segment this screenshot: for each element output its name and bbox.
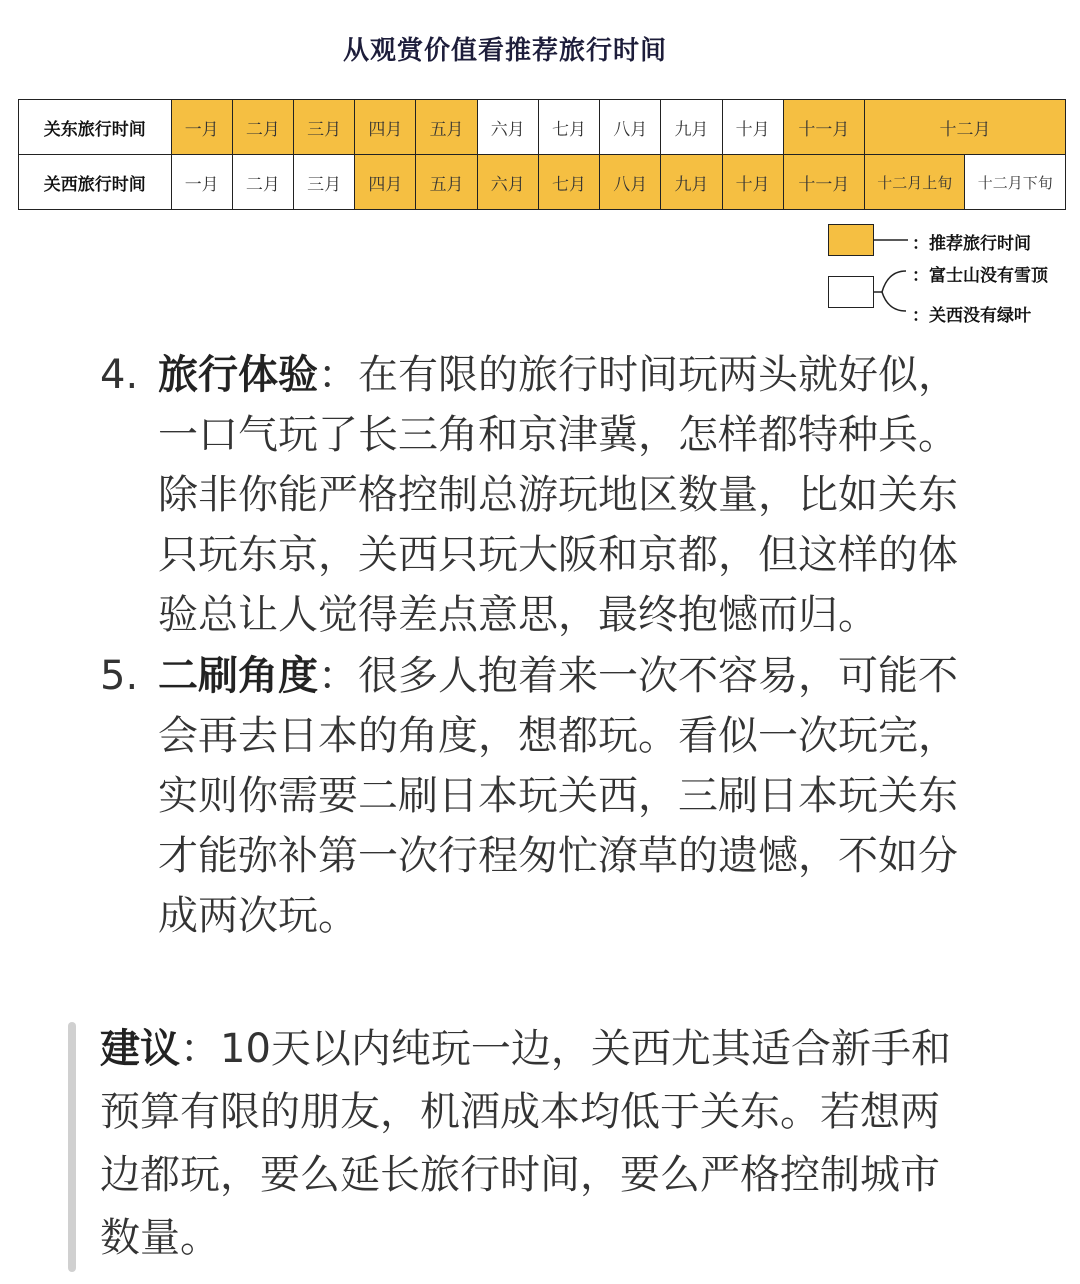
kanto-month-cell: 九月 [661,100,722,155]
kanto-month-cell: 六月 [477,100,538,155]
list-item-line: 除非你能严格控制总游玩地区数量，比如关东 [158,472,958,518]
kansai-month-cell: 九月 [661,155,722,210]
kansai-month-cell: 十月 [722,155,783,210]
list-item-line: 验总让人觉得差点意思，最终抱憾而归。 [158,592,878,638]
advice-line: 数量。 [100,1215,220,1261]
kansai-month-cell: 七月 [538,155,599,210]
kansai-month-cell: 十二月下旬 [965,155,1066,210]
list-item-heading: 二刷角度 [158,653,318,699]
advice-line: 预算有限的朋友，机酒成本均低于关东。若想两 [100,1089,940,1135]
kanto-month-cell: 十月 [722,100,783,155]
legend-recommended-label: 推荐旅行时间 [929,234,1031,254]
list-item-number: 4. [100,352,139,398]
travel-time-table [18,99,1066,210]
list-item-line: 一口气玩了长三角和京津冀，怎样都特种兵。 [158,412,958,458]
kansai-month-cell: 六月 [477,155,538,210]
list-item-line: 会再去日本的角度，想都玩。看似一次玩完， [158,713,958,759]
list-item-line: 在有限的旅行时间玩两头就好似， [358,352,958,398]
kansai-month-cell: 八月 [600,155,661,210]
advice-line: 10天以内纯玩一边，关西尤其适合新手和 [220,1026,951,1072]
page-title: 从观赏价值看推荐旅行时间 [342,36,667,66]
kanto-month-cell: 七月 [538,100,599,155]
kansai-month-cell: 十一月 [783,155,864,210]
kanto-month-cell: 四月 [355,100,416,155]
list-item [100,345,1020,645]
kanto-month-cell: 三月 [294,100,355,155]
advice-line: 边都玩，要么延长旅行时间，要么严格控制城市 [100,1152,940,1198]
list-item-colon: ： [318,352,358,398]
kanto-month-cell: 十二月 [865,100,1066,155]
kanto-row [19,100,1066,155]
list-item-line: 实则你需要二刷日本玩关西，三刷日本玩关东 [158,773,958,819]
kansai-month-cell: 十二月上旬 [865,155,965,210]
legend-no-snow-label: 富士山没有雪顶 [929,266,1048,286]
kansai-row-label: 关西旅行时间 [19,155,172,210]
advice-colon: ： [180,1026,220,1072]
list-item-colon: ： [318,653,358,699]
advice-blockquote [100,1018,1020,1270]
kanto-month-cell: 十一月 [783,100,864,155]
list-item [100,646,1020,946]
kansai-row [19,155,1066,210]
kanto-row-label: 关东旅行时间 [19,100,172,155]
kanto-month-cell: 二月 [232,100,293,155]
list-item-number: 5. [100,653,139,699]
legend: ：推荐旅行时间 ：富士山没有雪顶 ：关西没有绿叶 [828,224,1078,324]
kanto-month-cell: 五月 [416,100,477,155]
kansai-month-cell: 四月 [355,155,416,210]
list-item-line: 只玩东京，关西只玩大阪和京都，但这样的体 [158,532,958,578]
kanto-month-cell: 一月 [171,100,232,155]
kansai-month-cell: 三月 [294,155,355,210]
kansai-month-cell: 二月 [232,155,293,210]
kansai-month-cell: 一月 [171,155,232,210]
list-item-line: 很多人抱着来一次不容易，可能不 [358,653,958,699]
list-item-line: 成两次玩。 [158,893,358,939]
blockquote-bar [68,1022,76,1272]
list-item-heading: 旅行体验 [158,352,318,398]
kansai-month-cell: 五月 [416,155,477,210]
advice-heading: 建议 [100,1026,180,1072]
kanto-month-cell: 八月 [600,100,661,155]
list-item-line: 才能弥补第一次行程匆忙潦草的遗憾，不如分 [158,833,958,879]
legend-no-green-label: 关西没有绿叶 [929,306,1031,326]
